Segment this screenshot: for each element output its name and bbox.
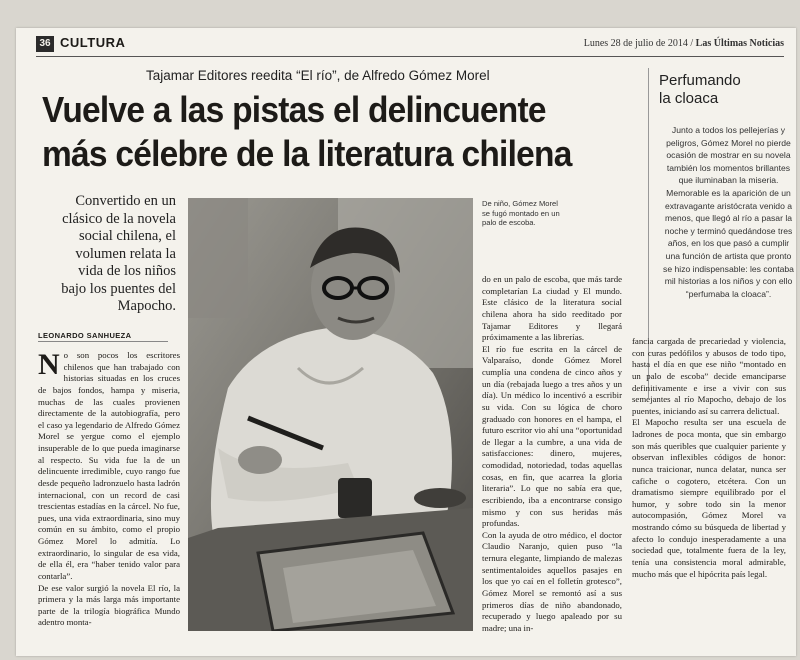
page-header [16, 34, 796, 54]
header-rule [36, 56, 784, 57]
body-paragraph: fancia cargada de precariedad y violencia, con curas pedófilos y abusos de todo tipo, hasta el día en que ese niño “montado en un palo de escoba” decide emanciparse definitivamente e irse a vivir con sus semejantes al río Mapocho, debajo de los puentes, iniciando así su carrera delictual. [632, 336, 786, 416]
body-paragraph: De ese valor surgió la novela El río, la primera y la más larga más importante parte de la trilogía biográfica Mundo adentro monta- [38, 582, 180, 628]
byline: LEONARDO SANHUEZA [38, 331, 132, 340]
body-paragraph: El Mapocho resulta ser una escuela de ladrones de poca monta, que sin embargo son más queribles que cualquier pariente y observan inflexibles códigos de honor: nunca traicionar, nunca delatar, nunca ser cafiche o cogotero, etcétera. Con un dramatismo siempre equilibrado por el humor, y sobre todo sin la menor autocompasión, Gómez Morel va mostrando cómo su búsqueda de libertad y afecto lo condujo inesperadamente a una sociedad que, totalmente fuera de la ley, tenía una consistencia moral admirable, mucho más que el hipócrita país legal. [632, 417, 786, 579]
body-column-1 [38, 350, 180, 629]
drop-cap: N [38, 348, 60, 381]
sidebar-title-line-1: Perfumando [659, 72, 741, 89]
body-column-2 [482, 274, 622, 634]
date: Lunes 28 de julio de 2014 / [583, 38, 694, 49]
lede: Convertido en un clásico de la novela social chilena, el volumen relata la vida de los niños bajo los puentes del Mapocho. [61, 193, 176, 314]
publication-name: Las Últimas Noticias [695, 38, 784, 49]
headline-line-2: más célebre de la literatura chilena [42, 133, 572, 174]
article-photo [188, 198, 473, 631]
headline [42, 88, 600, 176]
sidebar-text: Junto a todos los pellejerías y peligros, Gómez Morel no pierde ocasión de mostrar en su novela también los momentos brillantes que iluminaban la miseria. Memorable es la aparición de un extravagante aristócrata venido a menos, que llegó al río a pasar la noche y terminó quedándose tres años, en los que pasó a cumplir una función de artista que pronto se hizo indispensable: les contaba mil historias a los niños y con ello “perfumaba la cloaca”. [663, 125, 794, 299]
sidebar-title-line-2: la cloaca [659, 90, 719, 107]
body-paragraph: Con la ayuda de otro médico, el doctor Claudio Naranjo, quien puso “la ternura elegante, limpiando de malezas sentimentaloides aquellos pasajes en los que yo caí en el folletín grotesco”, Gómez Morel se remontó así a sus primeros días de niño abandonado, recuperado y luego apaleado por su madre; una in- [482, 529, 622, 633]
paragraph-text: o son pocos los escritores chilenos que han trabajado con historias situadas en los cruces de bajos fondos, hampa y miseria, muchas de las cuales provienen directamente de la autobiografía, pero el caso ya legendario de Alfredo Gómez Morel se yergue como el ejemplo insuperable de lo que pueda imaginarse al respecto. Su vida fue la de un delincuente irredimible, cuyo rango fue desde pequeño ladronzuelo hasta ladrón internacional, con un record de casi trescientas estadías en la cárcel. No fue, pues, una vida extraordinaria, sino muy común en su ámbito, como el propio Gómez Morel lo admitía. Lo extraordinario, lo singular de esa vida, de ella él, era “haber tenido valor para contarla”. [38, 350, 180, 581]
section-label: CULTURA [60, 35, 126, 50]
photo-illustration [188, 198, 473, 631]
dateline [584, 38, 784, 49]
body-paragraph: do en un palo de escoba, que más tarde completarían La ciudad y El mundo. Este clásico de la literatura social chilena ahora ha sido reeditado por Tajamar Editores y llegará próximamente a las librerías. [482, 274, 622, 343]
photo-caption: De niño, Gómez Morel se fugó montado en un palo de escoba. [482, 199, 560, 228]
body-paragraph: El río fue escrita en la cárcel de Valparaíso, donde Gómez Morel cumplía una condena de cinco años y un día (rebajada luego a tres años y un día). Un médico lo incentivó a escribir su vida. Con su lógica de choro graduado con honores en el hampa, el futuro escritor vio ahí una “oportunidad de llegar a la cumbre, a una vida de satisfacciones: dinero, mujeres, comodidad, notoriedad, todas aquellas cosas, en fin, que acarrea la gloria literaria”. Lo que no sabía era que, escribiendo, iba a encontrarse consigo mismo y con sus heridas más profundas. [482, 343, 622, 529]
body-column-3 [632, 336, 786, 580]
newspaper-page [16, 28, 796, 656]
page-number: 36 [36, 36, 54, 52]
headline-line-1: Vuelve a las pistas el delincuente [42, 89, 546, 130]
body-paragraph [38, 350, 180, 583]
byline-rule [38, 341, 168, 342]
sidebar-title [659, 72, 796, 108]
kicker: Tajamar Editores reedita “El río”, de Alfredo Gómez Morel [146, 68, 490, 83]
